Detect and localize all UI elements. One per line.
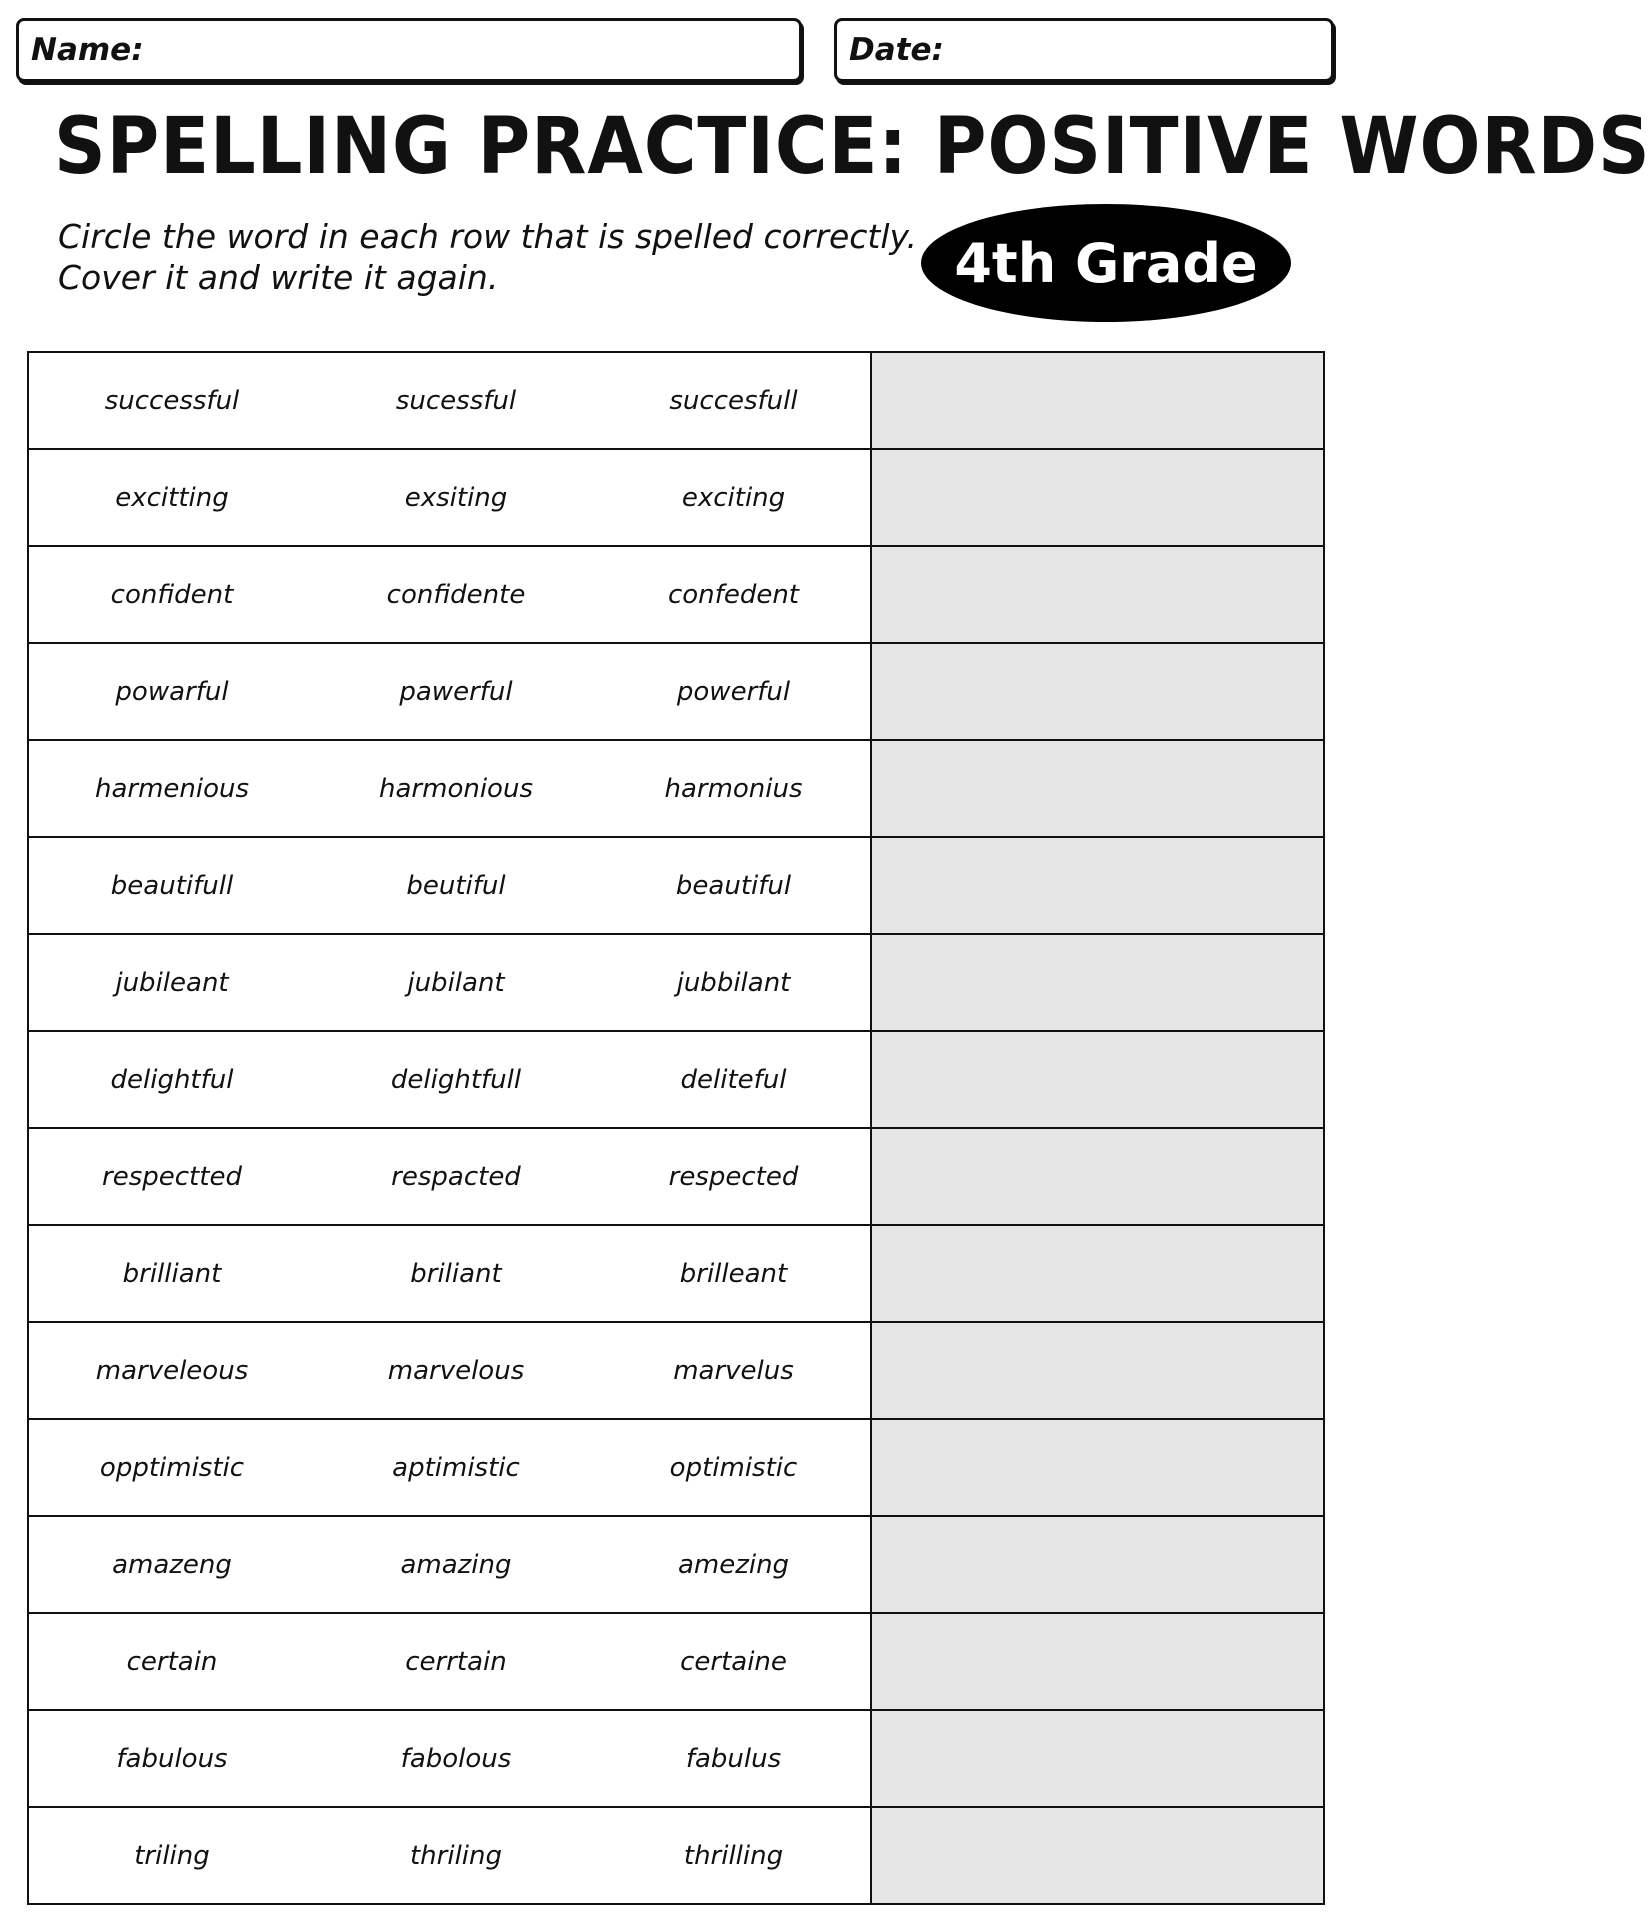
- grade-badge: [921, 204, 1291, 322]
- word-option[interactable]: optimistic: [669, 1452, 798, 1483]
- word-option[interactable]: confidente: [386, 579, 526, 610]
- word-option[interactable]: harmenious: [94, 773, 250, 804]
- table-row: [29, 1517, 1323, 1614]
- word-option[interactable]: deliteful: [680, 1064, 787, 1095]
- write-answer-cell[interactable]: [870, 644, 1323, 739]
- word-option[interactable]: marvelus: [673, 1355, 794, 1386]
- word-option[interactable]: marveleous: [95, 1355, 249, 1386]
- word-option[interactable]: aptimistic: [392, 1452, 520, 1483]
- word-option[interactable]: excitting: [115, 482, 229, 513]
- write-answer-cell[interactable]: [870, 935, 1323, 1030]
- word-option[interactable]: cerrtain: [405, 1646, 507, 1677]
- word-option[interactable]: jubilant: [407, 967, 505, 998]
- word-option[interactable]: respacted: [391, 1161, 521, 1192]
- table-row: [29, 1129, 1323, 1226]
- word-option[interactable]: sucessful: [395, 385, 517, 416]
- word-option[interactable]: delightfull: [390, 1064, 522, 1095]
- table-row: [29, 1711, 1323, 1808]
- table-row: [29, 1323, 1323, 1420]
- table-row: [29, 935, 1323, 1032]
- word-option[interactable]: harmonious: [379, 773, 533, 804]
- word-option[interactable]: exciting: [681, 482, 786, 513]
- date-label: Date:: [849, 32, 944, 68]
- instructions-line-2: Cover it and write it again.: [58, 258, 499, 297]
- write-answer-cell[interactable]: [870, 1420, 1323, 1515]
- word-option[interactable]: fabulus: [685, 1743, 782, 1774]
- word-option[interactable]: thriling: [409, 1840, 502, 1871]
- word-option[interactable]: beutiful: [406, 870, 506, 901]
- word-option[interactable]: jubbilant: [676, 967, 791, 998]
- word-option[interactable]: triling: [134, 1840, 210, 1871]
- table-row: [29, 1032, 1323, 1129]
- word-option[interactable]: pawerful: [399, 676, 513, 707]
- word-option[interactable]: marvelous: [387, 1355, 525, 1386]
- write-answer-cell[interactable]: [870, 838, 1323, 933]
- word-option[interactable]: certain: [126, 1646, 218, 1677]
- word-option[interactable]: brilliant: [122, 1258, 222, 1289]
- table-row: [29, 644, 1323, 741]
- table-row: [29, 450, 1323, 547]
- word-option[interactable]: respected: [668, 1161, 799, 1192]
- word-option[interactable]: successful: [104, 385, 240, 416]
- write-answer-cell[interactable]: [870, 1032, 1323, 1127]
- write-answer-cell[interactable]: [870, 1808, 1323, 1903]
- write-answer-cell[interactable]: [870, 1614, 1323, 1709]
- word-option[interactable]: confident: [110, 579, 234, 610]
- table-row: [29, 741, 1323, 838]
- write-answer-cell[interactable]: [870, 1711, 1323, 1806]
- word-option[interactable]: exsiting: [404, 482, 508, 513]
- date-field[interactable]: [834, 18, 1334, 82]
- name-field[interactable]: [16, 18, 802, 82]
- word-option[interactable]: powarful: [115, 676, 229, 707]
- word-option[interactable]: thrilling: [683, 1840, 784, 1871]
- word-option[interactable]: beautiful: [675, 870, 792, 901]
- word-option[interactable]: opptimistic: [99, 1452, 245, 1483]
- word-option[interactable]: certaine: [680, 1646, 787, 1677]
- word-option[interactable]: powerful: [676, 676, 791, 707]
- table-row: [29, 838, 1323, 935]
- table-row: [29, 353, 1323, 450]
- word-option[interactable]: jubileant: [115, 967, 229, 998]
- word-option[interactable]: amazeng: [112, 1549, 232, 1580]
- instructions: [58, 216, 918, 298]
- word-option[interactable]: delightful: [110, 1064, 234, 1095]
- table-row: [29, 1614, 1323, 1711]
- word-option[interactable]: briliant: [410, 1258, 502, 1289]
- word-option[interactable]: amazing: [400, 1549, 512, 1580]
- instructions-line-1: Circle the word in each row that is spelled correctly.: [58, 217, 917, 256]
- write-answer-cell[interactable]: [870, 741, 1323, 836]
- write-answer-cell[interactable]: [870, 450, 1323, 545]
- page-title: SPELLING PRACTICE: POSITIVE WORDS: [54, 102, 1651, 192]
- word-option[interactable]: confedent: [667, 579, 799, 610]
- grade-badge-label: 4th Grade: [954, 231, 1258, 295]
- table-row: [29, 547, 1323, 644]
- write-answer-cell[interactable]: [870, 353, 1323, 448]
- table-row: [29, 1808, 1323, 1905]
- table-row: [29, 1420, 1323, 1517]
- name-label: Name:: [31, 32, 144, 68]
- write-answer-cell[interactable]: [870, 547, 1323, 642]
- word-option[interactable]: amezing: [677, 1549, 790, 1580]
- write-answer-cell[interactable]: [870, 1517, 1323, 1612]
- word-option[interactable]: fabulous: [116, 1743, 228, 1774]
- table-row: [29, 1226, 1323, 1323]
- write-answer-cell[interactable]: [870, 1129, 1323, 1224]
- word-option[interactable]: brilleant: [679, 1258, 788, 1289]
- word-option[interactable]: respectted: [102, 1161, 242, 1192]
- word-table: [27, 351, 1325, 1905]
- word-option[interactable]: beautifull: [110, 870, 234, 901]
- word-option[interactable]: succesfull: [669, 385, 798, 416]
- write-answer-cell[interactable]: [870, 1226, 1323, 1321]
- word-option[interactable]: harmonius: [664, 773, 803, 804]
- write-answer-cell[interactable]: [870, 1323, 1323, 1418]
- word-option[interactable]: fabolous: [400, 1743, 512, 1774]
